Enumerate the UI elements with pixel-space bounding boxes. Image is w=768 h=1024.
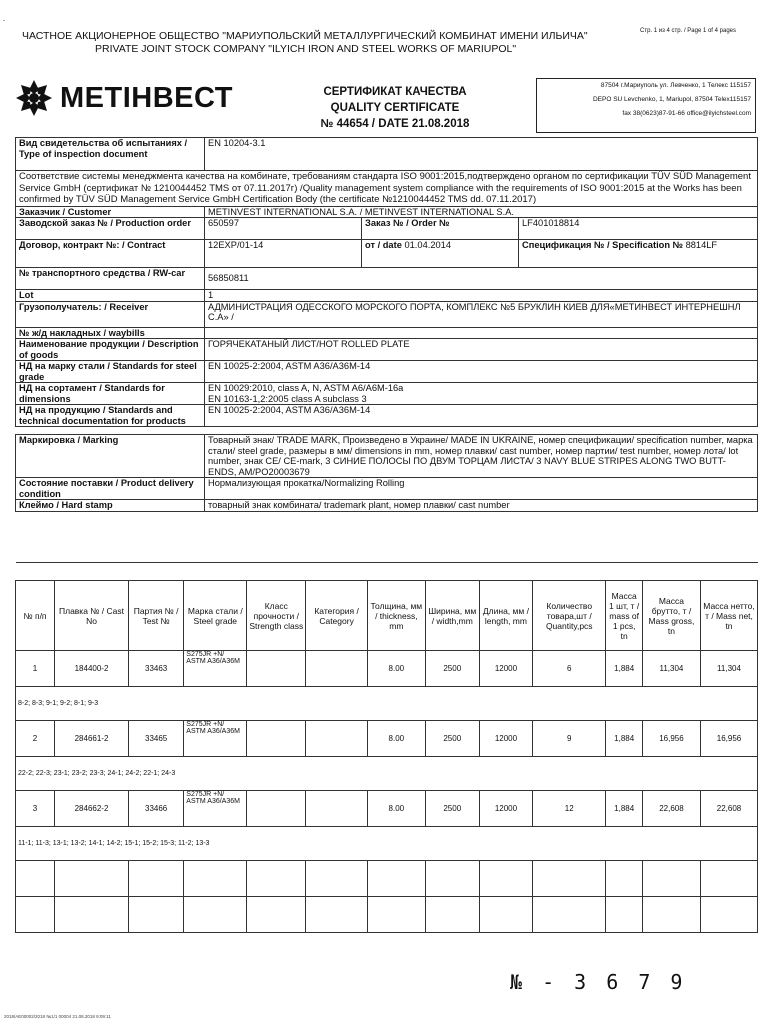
table-cell: 284661-2: [55, 721, 129, 757]
table-cell: S275JR +N/ ASTM A36/A36M: [184, 651, 247, 687]
page-number: Стр. 1 из 4 стр. / Page 1 of 4 pages: [640, 28, 736, 34]
table-cell: [306, 791, 368, 827]
empty-cell: [55, 861, 129, 897]
certificate-info-table: [15, 137, 758, 512]
prod-order-label: Заводской заказ № / Production order: [16, 218, 205, 240]
stamp-label: Клеймо / Hard stamp: [16, 500, 205, 512]
handwritten-number: № - 3 6 7 9: [510, 970, 687, 994]
date-value: 01.04.2014: [404, 240, 451, 250]
empty-cell: [700, 861, 757, 897]
receiver-value: АДМИНИСТРАЦИЯ ОДЕССКОГО МОРСКОГО ПОРТА, КОМПЛЕКС №5 БРУКЛИН КИЕВ ДЛЯ«МЕТИНВЕСТ ИНТЕРНЕШНЛ С.А» /: [205, 301, 758, 327]
table-cell: [247, 721, 306, 757]
column-header: Партия № / Test №: [128, 581, 183, 651]
address-line-en: DEPO SU Levchenko, 1, Mariupol, 87504 Telex115157: [592, 96, 751, 103]
cert-number: № 44654 / DATE 21.08.2018: [320, 118, 470, 130]
waybills-value: [205, 327, 758, 339]
table-cell: 1,884: [606, 651, 643, 687]
empty-cell: [606, 897, 643, 933]
address-line-ru: 87504 г.Мариуполь ул. Левченко, 1 Телекс 115157: [600, 82, 751, 89]
table-cell: 12000: [479, 791, 532, 827]
table-cell: 184400-2: [55, 651, 129, 687]
table-cell: 8.00: [367, 721, 425, 757]
empty-cell: [184, 861, 247, 897]
column-header: № п/п: [16, 581, 55, 651]
cert-title-en: QUALITY CERTIFICATE: [330, 102, 460, 114]
logo-text: МЕТІНВЕСТ: [60, 81, 233, 114]
table-cell: S275JR +N/ ASTM A36/A36M: [184, 791, 247, 827]
column-header: Количество товара,шт / Quantity,pcs: [533, 581, 606, 651]
empty-cell: [479, 897, 532, 933]
empty-cell: [425, 861, 479, 897]
column-header: Масса нетто, т / Mass net, tn: [700, 581, 757, 651]
empty-cell: [306, 861, 368, 897]
table-cell: 33466: [128, 791, 183, 827]
table-cell: [247, 651, 306, 687]
contract-label: Договор, контракт №: / Contract: [16, 240, 205, 268]
stamp-value: товарный знак комбината/ trademark plant, номер плавки/ cast number: [205, 500, 758, 512]
metinvest-logo: [14, 78, 233, 118]
table-cell: 22,608: [700, 791, 757, 827]
spacer-row: [16, 427, 758, 435]
empty-cell: [533, 897, 606, 933]
table-cell: 2500: [425, 651, 479, 687]
metinvest-flower-icon: [14, 78, 54, 118]
lot-label: Lot: [16, 290, 205, 302]
cert-title-ru: СЕРТИФИКАТ КАЧЕСТВА: [323, 86, 467, 98]
empty-cell: [306, 897, 368, 933]
empty-cell: [533, 861, 606, 897]
table-cell: [247, 791, 306, 827]
empty-cell: [425, 897, 479, 933]
goods-value: ГОРЯЧЕКАТАНЫЙ ЛИСТ/HOT ROLLED PLATE: [205, 339, 758, 361]
table-row: [16, 791, 758, 827]
table-cell: 9: [533, 721, 606, 757]
table-cell: 16,956: [700, 721, 757, 757]
column-header: Плавка № / Cast No: [55, 581, 129, 651]
table-cell: [306, 651, 368, 687]
car-value: 56850811: [205, 268, 758, 290]
grade-value: EN 10025-2:2004, ASTM A36/A36M-14: [205, 361, 758, 383]
dims-values: [205, 383, 758, 405]
column-header: Толщина, мм / thickness, mm: [367, 581, 425, 651]
dims-label: НД на сортамент / Standards for dimensions: [16, 383, 205, 405]
table-cell: 8.00: [367, 791, 425, 827]
product-label: НД на продукцию / Standards and technical documentation for products: [16, 405, 205, 427]
company-title-en: PRIVATE JOINT STOCK COMPANY "ILYICH IRON AND STEEL WORKS OF MARIUPOL": [95, 43, 517, 55]
table-cell: 16,956: [642, 721, 700, 757]
empty-cell: [642, 861, 700, 897]
empty-cell: [184, 897, 247, 933]
type-value: EN 10204-3.1: [205, 138, 758, 171]
car-label: № транспортного средства / RW-car: [16, 268, 205, 290]
table-cell: 1,884: [606, 721, 643, 757]
table-cell: 11,304: [642, 651, 700, 687]
note-row: [16, 827, 758, 861]
address-box: [536, 78, 756, 133]
company-title-ru: ЧАСТНОЕ АКЦИОНЕРНОЕ ОБЩЕСТВО "МАРИУПОЛЬСКИЙ МЕТАЛЛУРГИЧЕСКИЙ КОМБИНАТ ИМЕНИ ИЛЬИЧА": [22, 30, 588, 42]
table-cell: [306, 721, 368, 757]
empty-cell: [128, 861, 183, 897]
spec-value: 8814LF: [685, 240, 718, 250]
grade-label: НД на марку стали / Standards for steel grade: [16, 361, 205, 383]
empty-cell: [55, 897, 129, 933]
table-cell: 2500: [425, 791, 479, 827]
empty-cell: [479, 861, 532, 897]
empty-cell: [16, 897, 55, 933]
column-header: Категория / Category: [306, 581, 368, 651]
lot-value: 1: [205, 290, 758, 302]
table-cell: 33463: [128, 651, 183, 687]
table-cell: S275JR +N/ ASTM A36/A36M: [184, 721, 247, 757]
empty-cell: [367, 897, 425, 933]
plate-numbers-note: 11-1; 11-3; 13-1; 13-2; 14-1; 14-2; 15-1; 15-2; 15-3; 11-2; 13-3: [16, 827, 758, 861]
empty-cell: [367, 861, 425, 897]
empty-cell: [247, 897, 306, 933]
product-value: EN 10025-2:2004, ASTM A36/A36M-14: [205, 405, 758, 427]
prod-order-value: 650597: [205, 218, 362, 240]
delivery-value: Нормализующая прокатка/Normalizing Rolling: [205, 478, 758, 500]
column-header: Ширина, мм / width,mm: [425, 581, 479, 651]
empty-cell: [247, 861, 306, 897]
dims-value-2: EN 10163-1,2:2005 class A subclass 3: [208, 393, 367, 404]
table-cell: 11,304: [700, 651, 757, 687]
note-row: [16, 757, 758, 791]
empty-cell: [642, 897, 700, 933]
table-row: [16, 651, 758, 687]
table-cell: 12: [533, 791, 606, 827]
empty-cell: [16, 861, 55, 897]
empty-cell: [700, 897, 757, 933]
column-header: Масса брутто, т / Mass gross, tn: [642, 581, 700, 651]
order-label: Заказ № / Order №: [362, 218, 519, 240]
spec-label: Спецификация № / Specification №: [522, 240, 683, 250]
table-cell: 12000: [479, 651, 532, 687]
table-cell: 2: [16, 721, 55, 757]
customer-label: Заказчик / Customer: [16, 206, 205, 218]
plate-numbers-note: 22-2; 22-3; 23-1; 23-2; 23-3; 24-1; 24-2; 22-1; 24-3: [16, 757, 758, 791]
table-cell: 22,608: [642, 791, 700, 827]
contract-value: 12EXP/01-14: [205, 240, 362, 268]
empty-row: [16, 897, 758, 933]
margin-mark: -: [3, 18, 5, 24]
customer-value: METINVEST INTERNATIONAL S.A. / METINVEST INTERNATIONAL S.A.: [205, 206, 758, 218]
table-cell: 12000: [479, 721, 532, 757]
receiver-label: Грузополучатель: / Receiver: [16, 301, 205, 327]
dims-value-1: EN 10029:2010, class A, N, ASTM A6/A6M-16a: [208, 383, 404, 393]
order-value: LF401018814: [519, 218, 758, 240]
table-header-row: [16, 581, 758, 651]
table-top-row: [16, 563, 758, 581]
table-cell: 284662-2: [55, 791, 129, 827]
qms-statement: Соответствие системы менеджмента качества на комбинате, требованиям стандарта ISO 9001:2015,подтверждено органом по сертификации TÜV SÜD Management Service GmbH (сертификат № 1210044452 TMS от 07.11.2017г) /Quality management system compliance with the requirements of ISO 9001:2015 at the Works has been confirmed by TÜV SÜD Management Service GmbH Certification Body (the certificate №1210044452 TMS dd. 07.11.2017): [16, 171, 758, 207]
products-table: [15, 562, 758, 933]
note-row: [16, 687, 758, 721]
table-cell: 1,884: [606, 791, 643, 827]
column-header: Масса 1 шт, т / mass of 1 pcs, tn: [606, 581, 643, 651]
delivery-label: Состояние поставки / Product delivery condition: [16, 478, 205, 500]
spec-cell: [519, 240, 758, 268]
plate-numbers-note: 8-2; 8-3; 9-1; 9-2; 8-1; 9-3: [16, 687, 758, 721]
table-cell: 6: [533, 651, 606, 687]
empty-row: [16, 861, 758, 897]
address-contacts: fax 38(0623)87-91-66 office@ilyichsteel.com: [622, 110, 751, 117]
marking-value: Товарный знак/ TRADE MARK, Произведено в Украине/ MADE IN UKRAINE, номер спецификации/ specification number, марка стали/ steel grade, размеры в мм/ dimensions in mm, номер плавки/ cast number, номер партии/ test number, номер лота/ lot number, знак CE/ CE-mark, 3 СИНИЕ ПОЛОСЫ ПО ДВУМ ТОРЦАМ ЛИСТА/ 3 NAVY BLUE STRIPES ALONG TWO BUTT-ENDS, AM/PO20003679: [205, 435, 758, 478]
print-footer: 2018/АЕ00002/2018 №1/1 00004 21.08.2018 9:09:11: [4, 1014, 111, 1019]
marking-label: Маркировка / Marking: [16, 435, 205, 478]
empty-cell: [606, 861, 643, 897]
table-cell: 1: [16, 651, 55, 687]
empty-cell: [128, 897, 183, 933]
waybills-label: № ж/д накладных / waybills: [16, 327, 205, 339]
column-header: Длина, мм / length, mm: [479, 581, 532, 651]
table-cell: 3: [16, 791, 55, 827]
certificate-title: [300, 84, 490, 132]
table-cell: 8.00: [367, 651, 425, 687]
date-label: от / date: [365, 240, 402, 250]
type-label: Вид свидетельства об испытаниях / Type of inspection document: [16, 138, 205, 171]
table-cell: 33465: [128, 721, 183, 757]
table-row: [16, 721, 758, 757]
column-header: Класс прочности / Strength class: [247, 581, 306, 651]
column-header: Марка стали / Steel grade: [184, 581, 247, 651]
table-cell: 2500: [425, 721, 479, 757]
contract-date: [362, 240, 519, 268]
goods-label: Наименование продукции / Description of goods: [16, 339, 205, 361]
empty-cell: [16, 563, 758, 581]
